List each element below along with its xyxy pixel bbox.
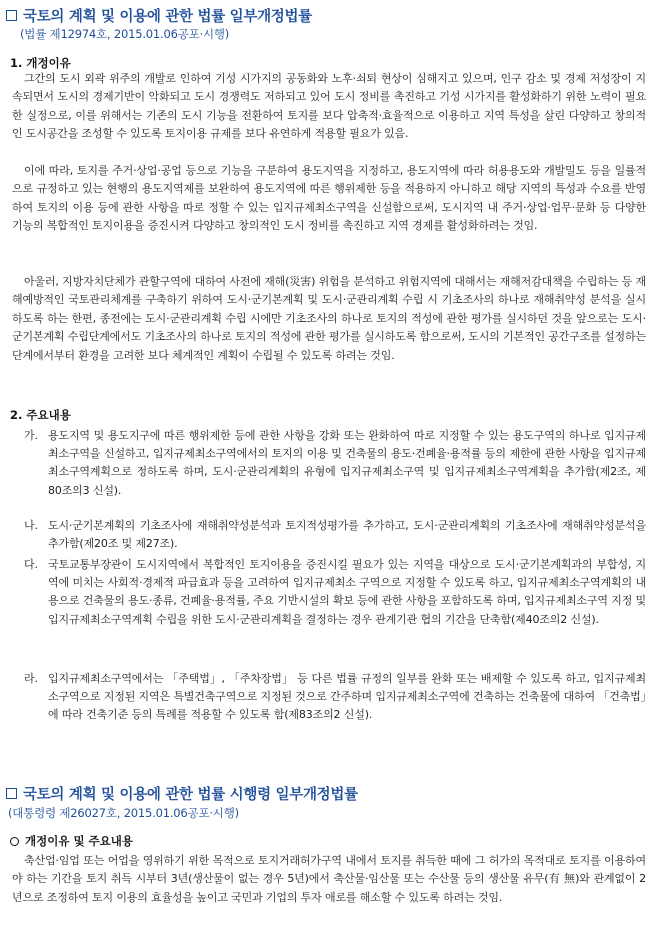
list-item-text: 용도지역 및 용도지구에 따른 행위제한 등에 관한 사항을 강화 또는 완화하여 따로 지정할 수 있는 용도구역의 하나로 입지규제최소구역을 신설하고, 입지규제최소구역에서의 토지의 이용 및 건축물의 용도·건폐율·용적률 등의 제한에 관한 사항을 입지규제최소구역계획으로 정하도록 하며, 도시·군관리계획의 유형에 입지규제최소구역 및 입지규제최소구역계획을 추가함(제2조, 제80조의3 신설). <box>48 429 646 497</box>
list-marker: 가. <box>24 429 38 442</box>
paragraph: 축산업·임업 또는 어업을 영위하기 위한 목적으로 토지거래허가구역 내에서 토지를 취득한 때에 그 허가의 목적대로 토지를 이용하여야 하는 기간을 토지 취득 시부터 3년(생산물이 없는 경우 5년)에서 축산물·임산물 또는 수산물 등의 생산물 유무(有 無)와 관계없이 2년으로 조정하여 토지 이용의 효율성을 높이고 국민과 기업의 투자 애로를 해소할 수 있도록 하려는 것임. <box>12 854 646 904</box>
list-item <box>24 556 646 629</box>
list-item <box>24 670 646 725</box>
circle-bullet-icon <box>10 837 19 846</box>
section-heading: 2. 주요내용 <box>10 408 71 422</box>
list-marker: 나. <box>24 519 38 532</box>
paragraph: 아울러, 지방자치단체가 관할구역에 대하여 사전에 재해(災害) 위험을 분석하고 위험지역에 대해서는 재해저감대책을 수립하는 등 재해예방적인 국토관리체계를 구축하기 위하여 도시·군기본계획 및 도시·군관리계획 수립 시 기초조사의 하나로 재해취약성 분석을 실시하도록 하는 한편, 종전에는 도시·군관리계획 수립 시에만 기초조사의 하나로 토지의 적성에 관한 평가를 실시하던 것을 앞으로는 도시·군기본계획 수립단계에서도 기초조사의 하나로 토지의 적성에 관한 평가를 실시하도록 함으로써, 도시의 기본적인 공간구조를 설정하는 단계에서부터 환경을 고려한 보다 체계적인 계획이 수립될 수 있도록 하려는 것임. <box>12 275 646 362</box>
list-item <box>24 427 646 500</box>
paragraph: 그간의 도시 외곽 위주의 개발로 인하여 기성 시가지의 공동화와 노후·쇠퇴 현상이 심해지고 있으며, 인구 감소 및 경제 저성장이 지속되면서 도시의 경제기반이 악화되고 도시 경쟁력도 저하되고 있어 도시 정비를 촉진하고 기성 시가지를 활성화하기 위한 노력이 필요한 실정으로, 이를 위해서는 기존의 도시 기능을 전환하여 토지를 보다 압축적·효율적으로 이용하고 지역 특성을 살린 다양하고 창의적인 도시공간을 조성할 수 있도록 토지이용 규제를 보다 유연하게 적용할 필요가 있음. <box>12 72 646 141</box>
checkbox-icon <box>6 10 17 21</box>
law-subtitle: (법률 제12974호, 2015.01.06공포·시행) <box>20 27 230 41</box>
law-title-text: 국토의 계획 및 이용에 관한 법률 일부개정법률 <box>23 9 312 25</box>
section-heading <box>10 833 133 849</box>
list-marker: 다. <box>24 558 38 571</box>
law-title <box>6 783 358 804</box>
list-item <box>24 517 646 553</box>
law-subtitle: (대통령령 제26027호, 2015.01.06공포·시행) <box>8 806 239 820</box>
list-marker: 라. <box>24 672 38 685</box>
checkbox-icon <box>6 788 17 799</box>
list-item-text: 국토교통부장관이 도시지역에서 복합적인 토지이용을 증진시킬 필요가 있는 지역을 대상으로 도시·군기본계획과의 부합성, 지역에 미치는 사회적·경제적 파급효과 등을 고려하여 입지규제최소 구역으로 지정할 수 있도록 하고, 입지규제최소구역계획의 내용으로 건축물의 용도·종류, 건폐율·용적률, 주요 기반시설의 확보 등에 관한 사항을 포함하도록 하며, 입지규제최소구역 지정 및 입지규제최소구역계획 수립을 위한 도시·군관리계획을 결정하는 경우 관계기관 협의 기간을 단축함(제40조의2 신설). <box>48 558 646 626</box>
law-title-text: 국토의 계획 및 이용에 관한 법률 시행령 일부개정법률 <box>23 787 358 803</box>
section-heading: 1. 개정이유 <box>10 56 71 70</box>
list-item-text: 입지규제최소구역에서는 「주택법」, 「주차장법」 등 다른 법률 규정의 일부를 완화 또는 배제할 수 있도록 하고, 입지규제최소구역으로 지정된 지역은 특별건축구역으로 지정된 것으로 간주하며 입지규제최소구역에 건축하는 건축물에 대하여 「건축법」에 따라 건축기준 등의 특례를 적용할 수 있도록 함(제83조의2 신설). <box>48 672 646 722</box>
law-title <box>6 5 312 26</box>
section-heading-text: 개정이유 및 주요내용 <box>25 834 133 848</box>
paragraph: 이에 따라, 토지를 주거·상업·공업 등으로 기능을 구분하여 용도지역을 지정하고, 용도지역에 따라 허용용도와 개발밀도 등을 일률적으로 규정하고 있는 현행의 용도지역제를 보완하여 용도지역에 따른 행위제한 등을 적용하지 아니하고 해당 지역의 특성과 수요를 반영하여 토지의 이용 등에 관한 사항을 따로 정할 수 있는 입지규제최소구역을 신설함으로써, 도시지역 내 주거·상업·업무·문화 등 다양한 기능의 복합적인 토지이용을 증진시켜 다양하고 창의적인 도시 정비를 촉진하고 지역 경제를 활성화하려는 것임. <box>12 164 646 233</box>
list-item-text: 도시·군기본계획의 기초조사에 재해취약성분석과 토지적성평가를 추가하고, 도시·군관리계획의 기초조사에 재해취약성분석을 추가함(제20조 및 제27조). <box>48 519 646 551</box>
